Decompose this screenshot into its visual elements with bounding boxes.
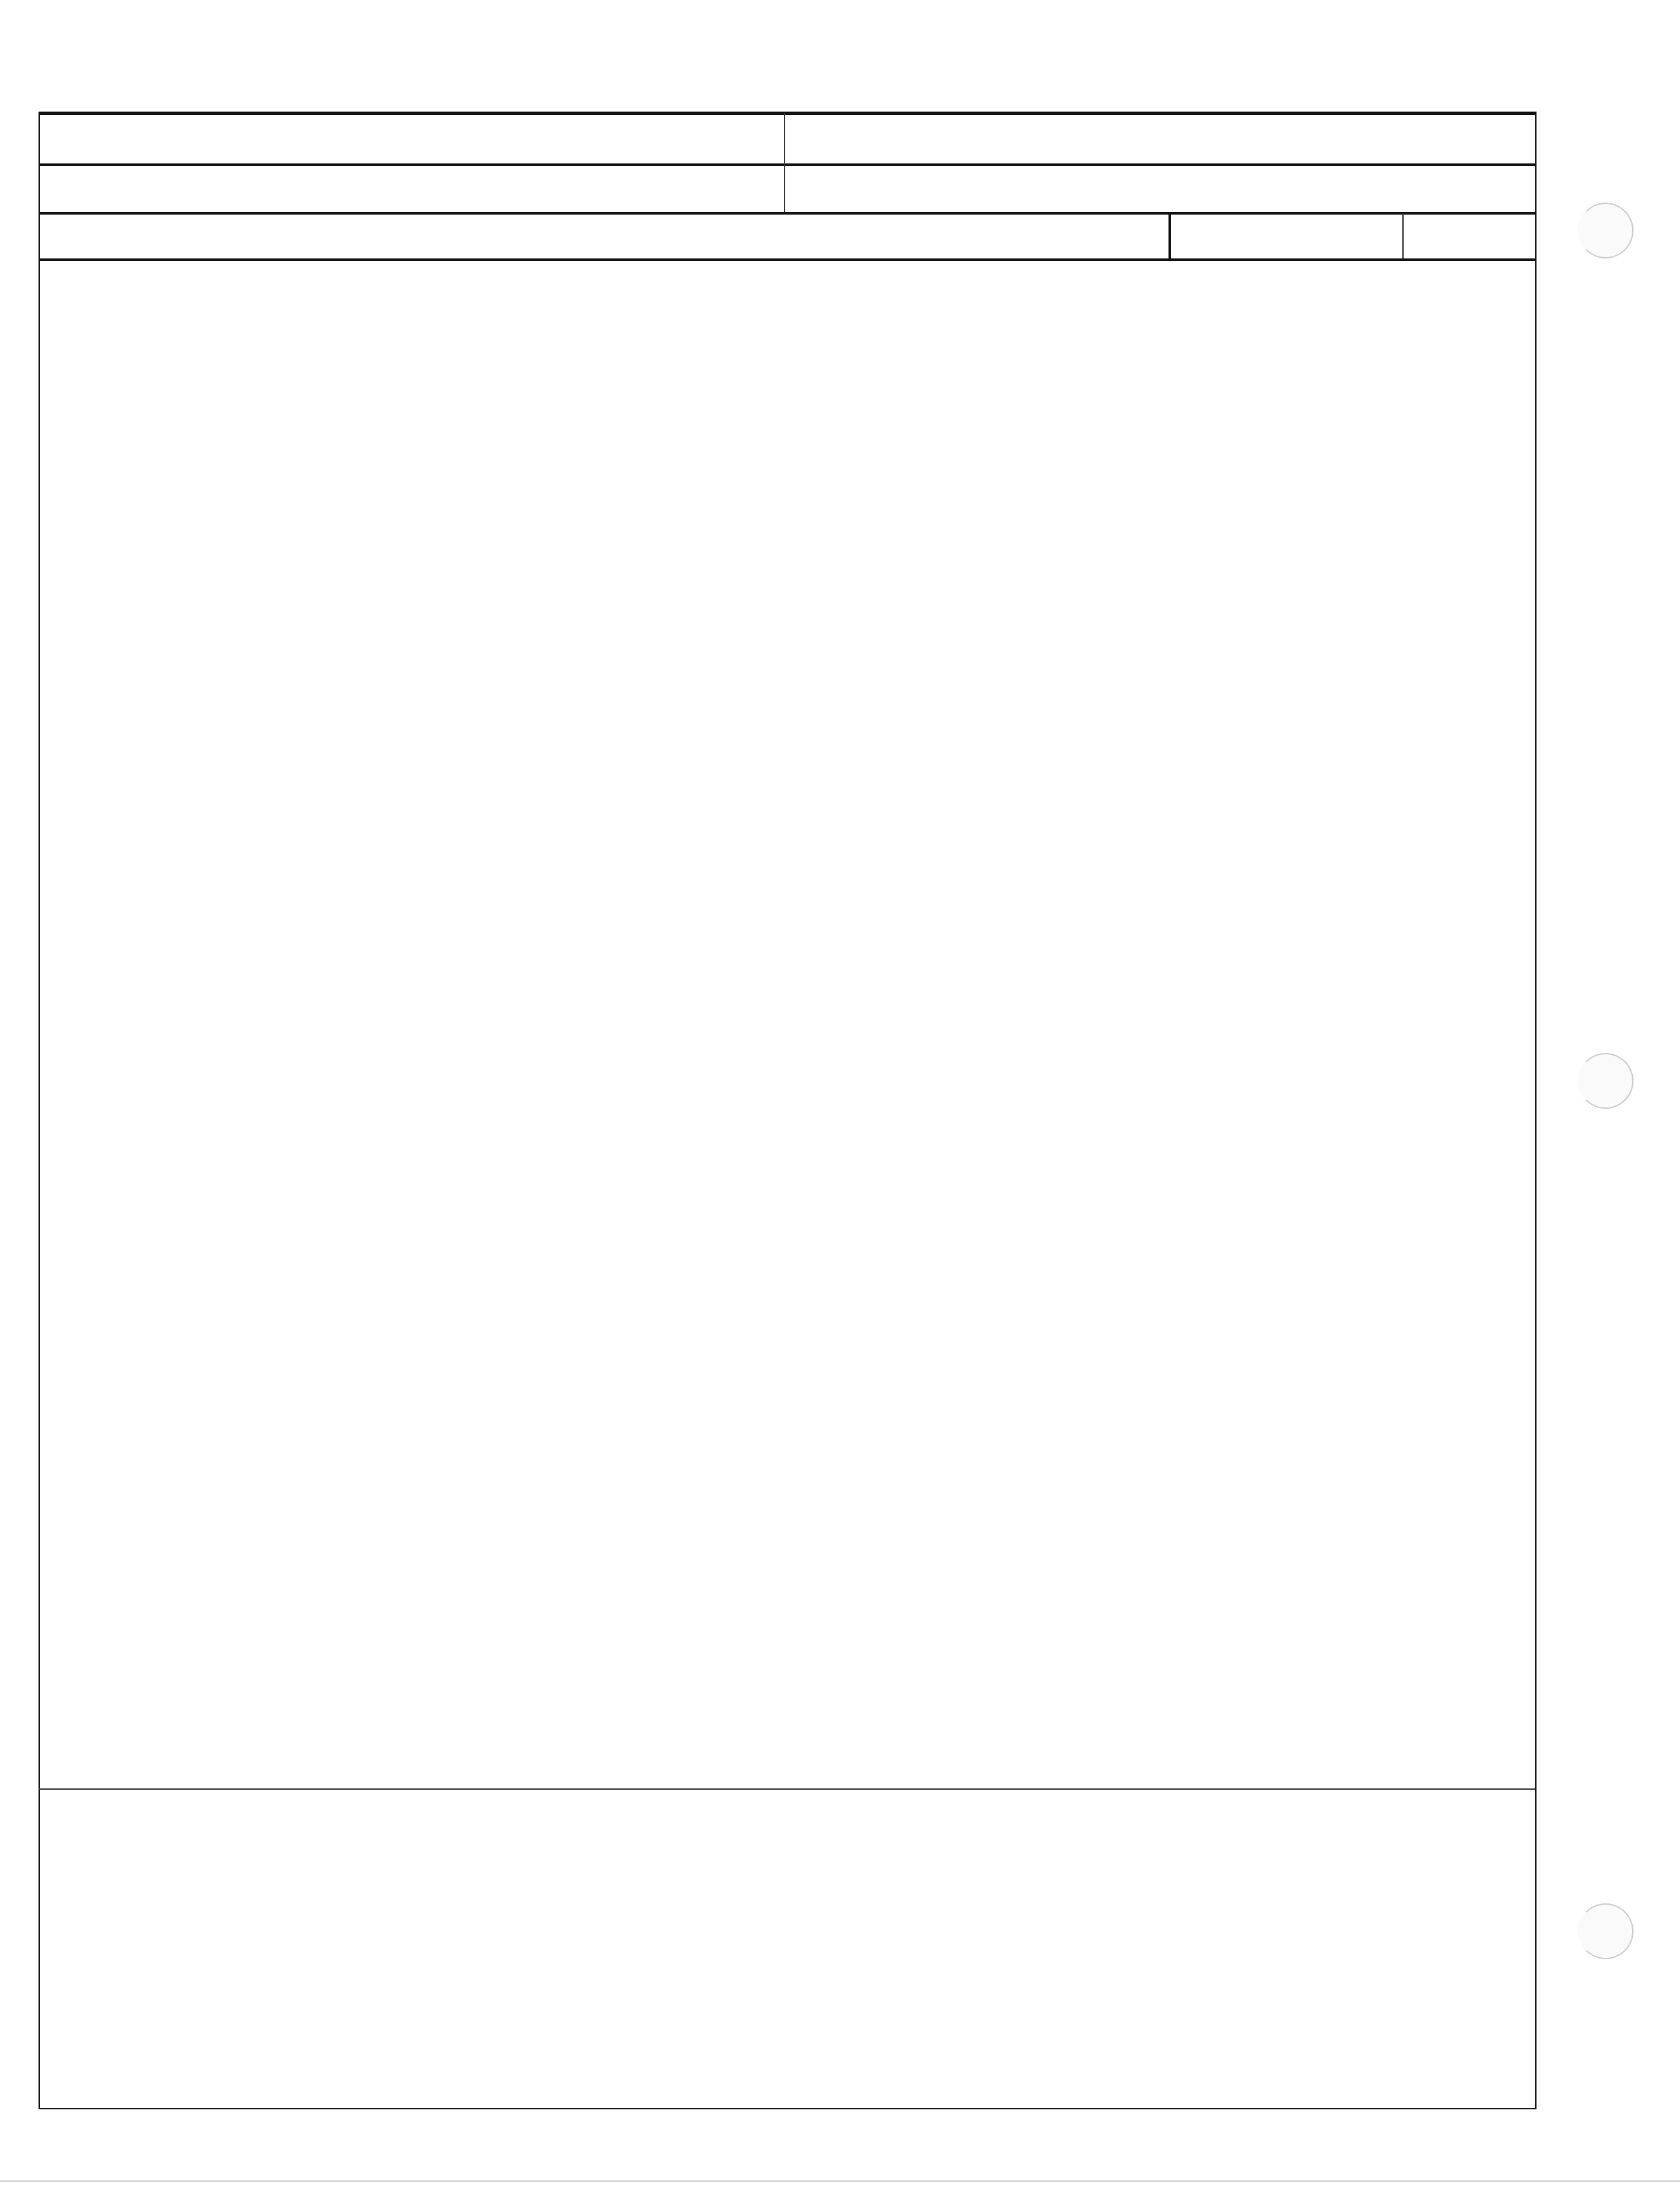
husband-given-field[interactable] [193, 120, 777, 163]
husband-last-field[interactable] [844, 120, 1528, 163]
wife-given-field[interactable] [193, 167, 777, 211]
other-marriages-field[interactable] [41, 1495, 1529, 1787]
sources-field[interactable] [41, 1820, 1529, 2099]
binder-hole-top [1578, 203, 1633, 258]
form-frame [39, 112, 1537, 2109]
binder-hole-bottom [1578, 1903, 1633, 1959]
binder-hole-middle [1578, 1053, 1633, 1109]
wife-maiden-field[interactable] [844, 167, 1528, 211]
